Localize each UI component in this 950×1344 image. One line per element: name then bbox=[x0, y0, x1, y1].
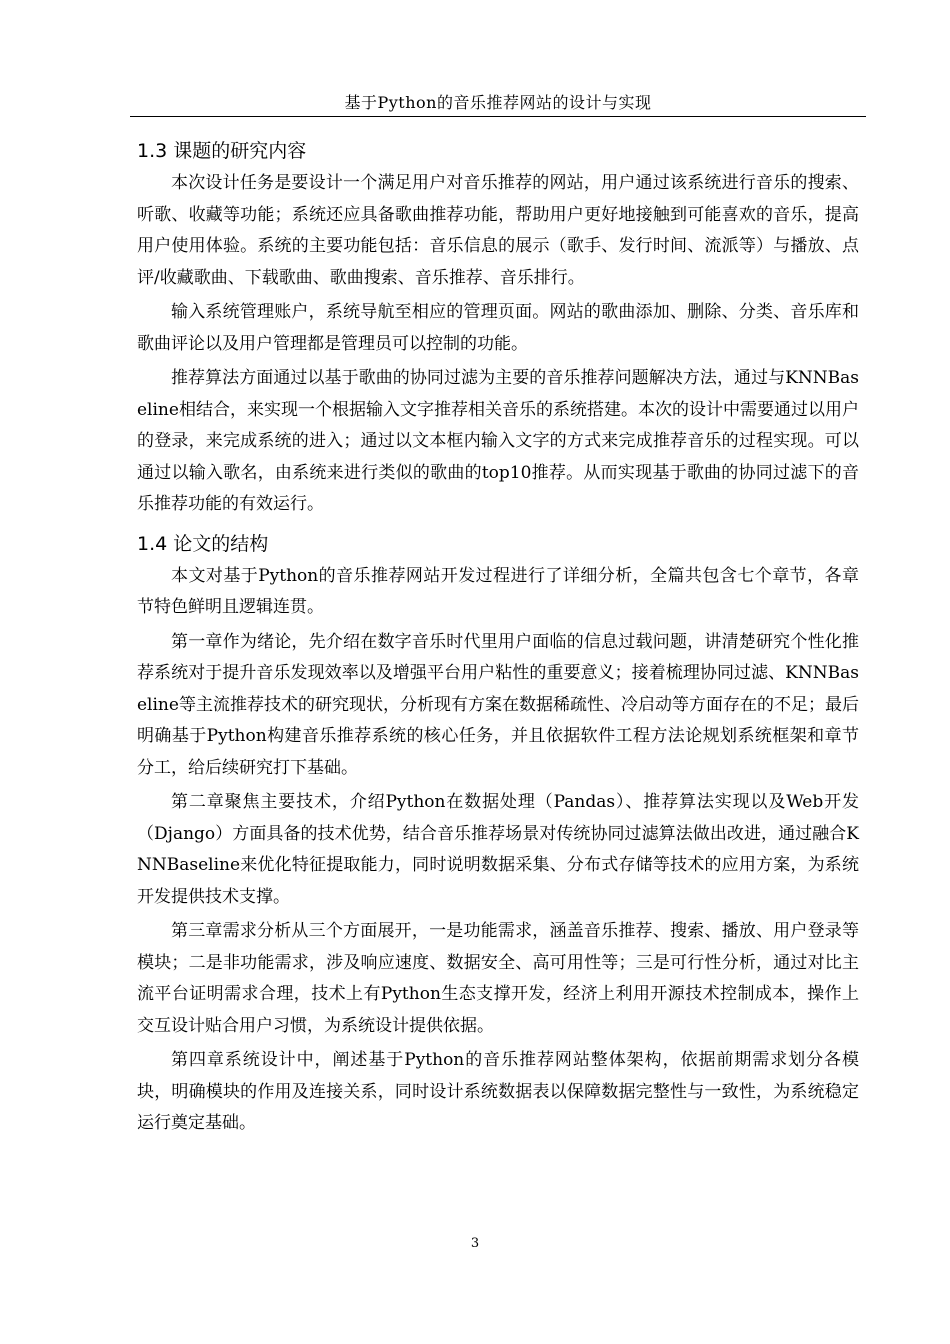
page-body bbox=[137, 136, 859, 1143]
paragraph: 输入系统管理账户，系统导航至相应的管理页面。网站的歌曲添加、删除、分类、音乐库和歌曲评论以及用户管理都是管理员可以控制的功能。 bbox=[137, 302, 859, 354]
header-rule bbox=[130, 116, 866, 117]
paragraph: 第三章需求分析从三个方面展开，一是功能需求，涵盖音乐推荐、搜索、播放、用户登录等模块；二是非功能需求，涉及响应速度、数据安全、高可用性等；三是可行性分析，通过对比主流平台证明需求合理，技术上有Python生态支撑开发，经济上利用开源技术控制成本，操作上交互设计贴合用户习惯，为系统设计提供依据。 bbox=[137, 921, 859, 1036]
paragraph: 本文对基于Python的音乐推荐网站开发过程进行了详细分析，全篇共包含七个章节，各章节特色鲜明且逻辑连贯。 bbox=[137, 565, 859, 617]
paragraph: 第四章系统设计中，阐述基于Python的音乐推荐网站整体架构，依据前期需求划分各模块，明确模块的作用及连接关系，同时设计系统数据表以保障数据完整性与一致性，为系统稳定运行奠定基础。 bbox=[137, 1050, 859, 1133]
paragraph: 推荐算法方面通过以基于歌曲的协同过滤为主要的音乐推荐问题解决方法，通过与KNNBaseline相结合，来实现一个根据输入文字推荐相关音乐的系统搭建。本次的设计中需要通过以用户的登录，来完成系统的进入；通过以文本框内输入文字的方式来完成推荐音乐的过程实现。可以通过以输入歌名，由系统来进行类似的歌曲的top10推荐。从而实现基于歌曲的协同过滤下的音乐推荐功能的有效运行。 bbox=[137, 368, 859, 514]
section-heading-1-3: 1.3 课题的研究内容 bbox=[137, 140, 307, 162]
page-number: 3 bbox=[470, 1236, 480, 1251]
paragraph: 本次设计任务是要设计一个满足用户对音乐推荐的网站，用户通过该系统进行音乐的搜索、听歌、收藏等功能；系统还应具备歌曲推荐功能，帮助用户更好地接触到可能喜欢的音乐，提高用户使用体验。系统的主要功能包括：音乐信息的展示（歌手、发行时间、流派等）与播放、点评/收藏歌曲、下载歌曲、歌曲搜索、音乐推荐、音乐排行。 bbox=[137, 173, 859, 288]
running-header: 基于Python的音乐推荐网站的设计与实现 bbox=[344, 93, 652, 112]
section-heading-1-4: 1.4 论文的结构 bbox=[137, 532, 269, 555]
paragraph: 第二章聚焦主要技术，介绍Python在数据处理（Pandas）、推荐算法实现以及Web开发（Django）方面具备的技术优势，结合音乐推荐场景对传统协同过滤算法做出改进，通过融合KNNBaseline来优化特征提取能力，同时说明数据采集、分布式存储等技术的应用方案，为系统开发提供技术支撑。 bbox=[137, 792, 859, 907]
paragraph: 第一章作为绪论，先介绍在数字音乐时代里用户面临的信息过载问题，讲清楚研究个性化推荐系统对于提升音乐发现效率以及增强平台用户粘性的重要意义；接着梳理协同过滤、KNNBaseline等主流推荐技术的研究现状，分析现有方案在数据稀疏性、冷启动等方面存在的不足；最后明确基于Python构建音乐推荐系统的核心任务，并且依据软件工程方法论规划系统框架和章节分工，给后续研究打下基础。 bbox=[137, 631, 859, 778]
